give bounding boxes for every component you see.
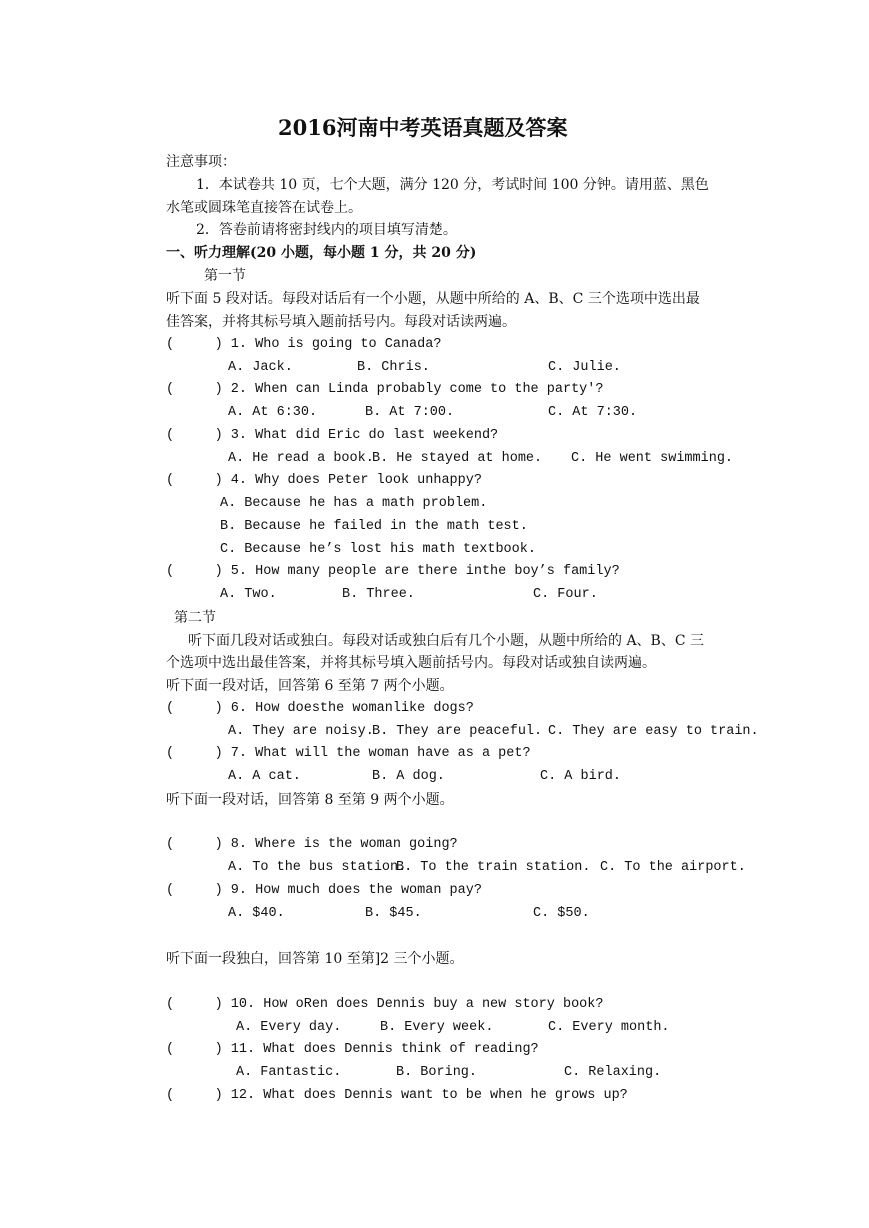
question-stem: ( ) 6. How doesthe womanlike dogs? [166, 701, 474, 716]
section2-instructions: 听下面几段对话或独白。每段对话或独白后有几个小题，从题中所给的 A、B、C 三 [188, 633, 705, 649]
option-c: C. A bird. [540, 769, 622, 784]
question-stem: ( ) 5. How many people are there inthe boy’s family? [166, 564, 620, 579]
notes-heading: 注意事项： [166, 154, 236, 170]
question-stem: ( ) 9. How much does the woman pay? [166, 883, 482, 898]
group-instruction: 听下面一段对话，回答第 8 至第 9 两个小题。 [166, 792, 454, 808]
note-1: 1．本试卷共 10 页，七个大题，满分 120 分，考试时间 100 分钟。请用蓝、黑色 [196, 177, 709, 193]
group-instruction: 听下面一段独白，回答第 10 至第]2 三个小题。 [166, 951, 464, 967]
section1-instructions: 听下面 5 段对话。每段对话后有一个小题，从题中所给的 A、B、C 三个选项中选出最 [166, 291, 700, 307]
note-1-cont: 水笔或圆珠笔直接答在试卷上。 [166, 200, 362, 216]
option-b: B. Every week. [380, 1020, 494, 1035]
option-b: B. Chris. [357, 360, 430, 375]
option-a: A. Jack. [228, 360, 293, 375]
section1-instructions-cont: 佳答案，并将其标号填入题前括号内。每段对话读两遍。 [166, 314, 516, 330]
option-a: A. A cat. [228, 769, 301, 784]
option-c: C. At 7:30. [548, 405, 638, 420]
question-stem: ( ) 3. What did Eric do last weekend? [166, 428, 499, 443]
option-a: A. At 6:30. [228, 405, 318, 420]
option-b: B. Boring. [396, 1065, 478, 1080]
option-b: B. To the train station. [396, 860, 591, 875]
option-a: A. They are noisy. [228, 724, 374, 739]
option-c: C. They are easy to train. [548, 724, 759, 739]
part1-heading: 一、听力理解(20 小题，每小题 1 分，共 20 分) [166, 245, 477, 261]
option-a: A. Two. [220, 587, 277, 602]
option-b: B. At 7:00. [365, 405, 455, 420]
section2-label: 第二节 [174, 610, 216, 626]
note-2: 2．答卷前请将密封线内的项目填写清楚。 [196, 222, 457, 238]
option-c: C. He went swimming. [571, 451, 734, 466]
option-c: C. Because he’s lost his math textbook. [220, 542, 536, 557]
option-b: B. Because he failed in the math test. [220, 519, 528, 534]
option-a: A. Because he has a math problem. [220, 496, 488, 511]
section1-label: 第一节 [204, 268, 246, 284]
question-stem: ( ) 11. What does Dennis think of reading? [166, 1042, 539, 1057]
option-b: B. They are peaceful. [372, 724, 543, 739]
option-a: A. He read a book. [228, 451, 374, 466]
page-title: 2016河南中考英语真题及答案 [278, 115, 568, 140]
question-stem: ( ) 2. When can Linda probably come to the party'? [166, 382, 604, 397]
group-instruction: 听下面一段对话，回答第 6 至第 7 两个小题。 [166, 678, 454, 694]
question-stem: ( ) 4. Why does Peter look unhappy? [166, 473, 482, 488]
question-stem: ( ) 1. Who is going to Canada? [166, 337, 442, 352]
option-c: C. Relaxing. [564, 1065, 662, 1080]
option-c: C. Julie. [548, 360, 621, 375]
question-stem: ( ) 8. Where is the woman going? [166, 837, 458, 852]
option-a: A. $40. [228, 906, 285, 921]
option-c: C. Four. [533, 587, 598, 602]
option-c: C. Every month. [548, 1020, 670, 1035]
option-a: A. To the bus station. [228, 860, 407, 875]
option-b: B. A dog. [372, 769, 445, 784]
section2-instructions-cont: 个选项中选出最佳答案，并将其标号填入题前括号内。每段对话或独自读两遍。 [166, 655, 656, 671]
question-stem: ( ) 7. What will the woman have as a pet? [166, 746, 531, 761]
option-b: B. Three. [342, 587, 415, 602]
option-a: A. Fantastic. [236, 1065, 342, 1080]
option-c: C. To the airport. [600, 860, 746, 875]
option-c: C. $50. [533, 906, 590, 921]
question-stem: ( ) 12. What does Dennis want to be when he grows up? [166, 1088, 628, 1103]
option-b: B. He stayed at home. [372, 451, 543, 466]
option-a: A. Every day. [236, 1020, 342, 1035]
option-b: B. $45. [365, 906, 422, 921]
question-stem: ( ) 10. How oRen does Dennis buy a new story book? [166, 997, 604, 1012]
